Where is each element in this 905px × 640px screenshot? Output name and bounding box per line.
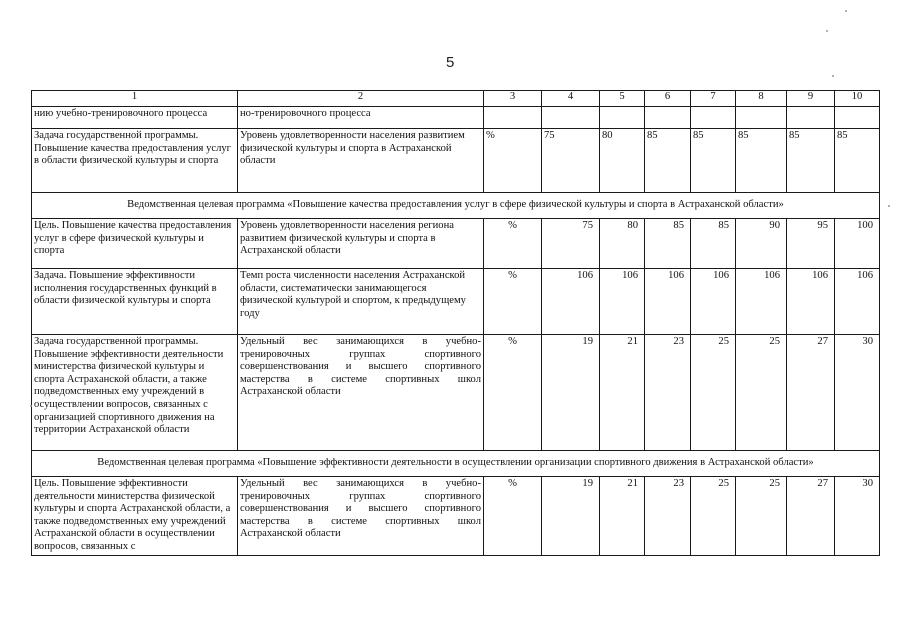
- indicators-table: [31, 90, 880, 556]
- unit-cell: %: [484, 129, 542, 193]
- scan-speck: [832, 75, 834, 77]
- value-cell: 30: [835, 335, 880, 451]
- value-cell: 23: [645, 477, 691, 556]
- header-cell: 2: [238, 91, 484, 107]
- value-cell: 21: [600, 335, 645, 451]
- value-cell: [600, 107, 645, 129]
- unit-cell: %: [484, 269, 542, 335]
- value-cell: [835, 107, 880, 129]
- value-cell: 85: [645, 219, 691, 269]
- section-title: Ведомственная целевая программа «Повышение эффективности деятельности в осуществлении организации спортивного движения в Астраханской области»: [32, 451, 880, 477]
- value-cell: 19: [542, 335, 600, 451]
- table-row: [32, 219, 880, 269]
- goal-cell: Задача государственной программы. Повышение качества предоставления услуг в области физической культуры и спорта: [32, 129, 238, 193]
- section-row: [32, 451, 880, 477]
- indicator-cell: Уровень удовлетворенности населения региона развитием физической культуры и спорта в Астраханской области: [238, 219, 484, 269]
- indicator-cell: но-тренировочного процесса: [238, 107, 484, 129]
- value-cell: 106: [645, 269, 691, 335]
- table-row: [32, 269, 880, 335]
- value-cell: 75: [542, 129, 600, 193]
- value-cell: [736, 107, 787, 129]
- table-row: [32, 335, 880, 451]
- value-cell: 106: [542, 269, 600, 335]
- header-cell: 1: [32, 91, 238, 107]
- section-row: [32, 193, 880, 219]
- value-cell: 80: [600, 219, 645, 269]
- unit-cell: %: [484, 477, 542, 556]
- header-cell: 10: [835, 91, 880, 107]
- goal-cell: Цель. Повышение эффективности деятельности министерства физической культуры и спорта Астраханской области, а также подведомственных ему учреждений Астраханской области в осуществлении вопросов, связанных с: [32, 477, 238, 556]
- unit-cell: [484, 107, 542, 129]
- table-row: [32, 477, 880, 556]
- goal-cell: нию учебно-тренировочного процесса: [32, 107, 238, 129]
- table-row: [32, 107, 880, 129]
- value-cell: [691, 107, 736, 129]
- value-cell: 90: [736, 219, 787, 269]
- value-cell: 25: [691, 477, 736, 556]
- indicator-cell: Уровень удовлетворенности населения развитием физической культуры и спорта в Астраханской области: [238, 129, 484, 193]
- header-cell: 7: [691, 91, 736, 107]
- goal-cell: Цель. Повышение качества предоставления услуг в сфере физической культуры и спорта: [32, 219, 238, 269]
- value-cell: 25: [691, 335, 736, 451]
- value-cell: 85: [691, 129, 736, 193]
- header-cell: 3: [484, 91, 542, 107]
- indicator-cell: Темп роста численности населения Астраханской области, систематически занимающегося физической культурой и спортом, к предыдущему году: [238, 269, 484, 335]
- value-cell: 100: [835, 219, 880, 269]
- header-row: [32, 91, 880, 107]
- value-cell: 21: [600, 477, 645, 556]
- value-cell: 95: [787, 219, 835, 269]
- scan-speck: [888, 205, 890, 207]
- scan-speck: [845, 10, 847, 12]
- value-cell: 106: [787, 269, 835, 335]
- header-cell: 9: [787, 91, 835, 107]
- value-cell: 27: [787, 335, 835, 451]
- value-cell: [542, 107, 600, 129]
- table-row: [32, 129, 880, 193]
- page-number: 5: [446, 54, 455, 71]
- value-cell: 25: [736, 335, 787, 451]
- value-cell: 106: [835, 269, 880, 335]
- value-cell: 30: [835, 477, 880, 556]
- value-cell: 27: [787, 477, 835, 556]
- unit-cell: %: [484, 219, 542, 269]
- indicator-cell: Удельный вес занимающихся в учебно-тренировочных группах спортивного совершенствования и высшего спортивного мастерства в системе спортивных школ Астраханской области: [238, 335, 484, 451]
- value-cell: 80: [600, 129, 645, 193]
- value-cell: 23: [645, 335, 691, 451]
- value-cell: 85: [691, 219, 736, 269]
- value-cell: [787, 107, 835, 129]
- value-cell: 106: [691, 269, 736, 335]
- header-cell: 4: [542, 91, 600, 107]
- unit-cell: %: [484, 335, 542, 451]
- value-cell: 85: [787, 129, 835, 193]
- scan-speck: [30, 405, 32, 407]
- value-cell: 85: [645, 129, 691, 193]
- value-cell: 106: [736, 269, 787, 335]
- goal-cell: Задача. Повышение эффективности исполнения государственных функций в области физической культуры и спорта: [32, 269, 238, 335]
- value-cell: 85: [736, 129, 787, 193]
- indicator-cell: Удельный вес занимающихся в учебно-тренировочных группах спортивного совершенствования и высшего спортивного мастерства в системе спортивных школ Астраханской области: [238, 477, 484, 556]
- header-cell: 8: [736, 91, 787, 107]
- goal-cell: Задача государственной программы. Повышение эффективности деятельности министерства физической культуры и спорта Астраханской области, а также подведомственных ему учреждений в осуществлении вопросов, связанных с организацией спортивного движения на территории Астраханской области: [32, 335, 238, 451]
- value-cell: [645, 107, 691, 129]
- value-cell: 19: [542, 477, 600, 556]
- value-cell: 106: [600, 269, 645, 335]
- section-title: Ведомственная целевая программа «Повышение качества предоставления услуг в сфере физической культуры и спорта в Астраханской области»: [32, 193, 880, 219]
- value-cell: 85: [835, 129, 880, 193]
- header-cell: 6: [645, 91, 691, 107]
- value-cell: 25: [736, 477, 787, 556]
- scan-speck: [826, 30, 828, 32]
- value-cell: 75: [542, 219, 600, 269]
- header-cell: 5: [600, 91, 645, 107]
